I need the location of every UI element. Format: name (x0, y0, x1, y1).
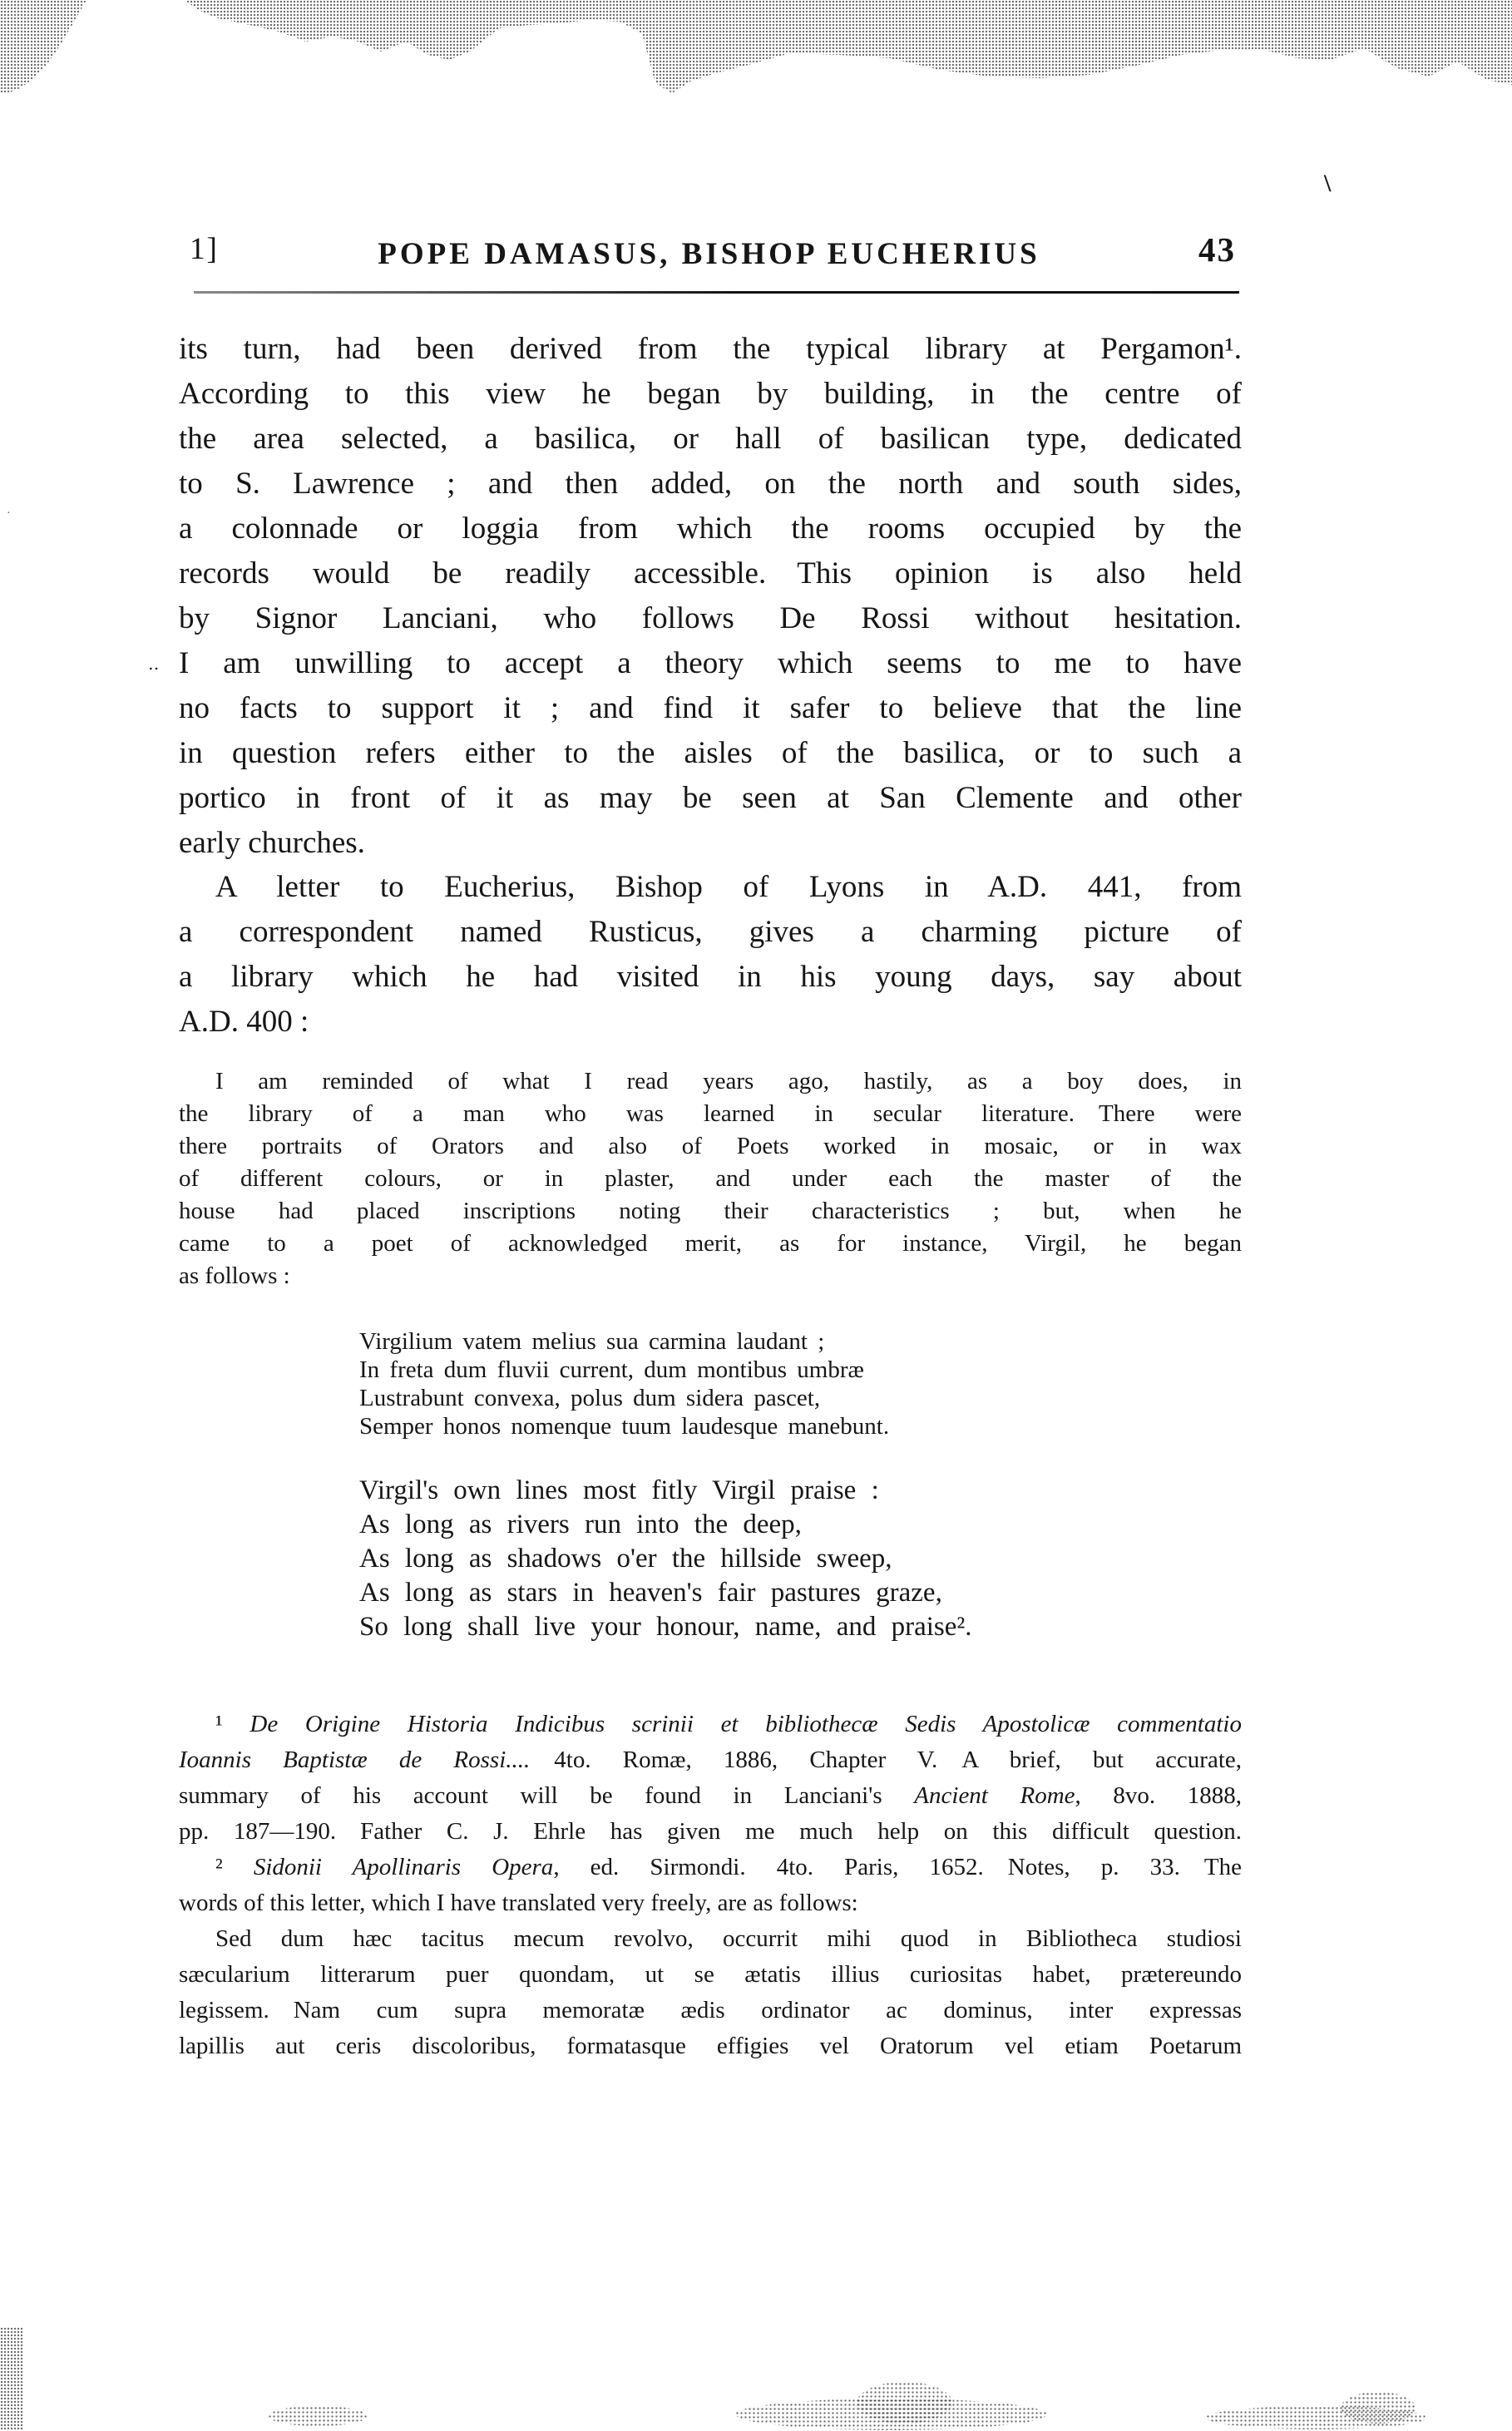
text-segment: pp. 187—190. Father C. J. Ehrle has given me much help on this difficult question. (179, 1818, 1242, 1845)
text-line (179, 1000, 1242, 1045)
text-segment: the area selected, a basilica, or hall of basilican type, dedicated (179, 422, 1242, 456)
text-segment: ¹ (215, 1711, 250, 1737)
text-line (179, 1885, 1242, 1921)
text-line (179, 1814, 1242, 1850)
text-segment: lapillis aut ceris discoloribus, formatasque effigies vel Oratorum vel etiam Poetarum (179, 2033, 1242, 2059)
text-segment: According to this view he began by building, in the centre of (179, 377, 1242, 411)
text-line (179, 1195, 1242, 1228)
text-line (179, 1850, 1242, 1885)
scan-artifact-mark: ‥ (148, 655, 157, 674)
text-segment: I am reminded of what I read years ago, hastily, as a boy does, in (215, 1068, 1242, 1094)
text-line (179, 372, 1242, 417)
text-line (179, 1260, 1242, 1292)
text-line (179, 1098, 1242, 1130)
text-line (359, 1327, 1191, 1356)
text-line (359, 1474, 1274, 1508)
latin-verse (359, 1327, 1191, 1440)
text-segment: house had placed inscriptions noting their characteristics ; but, when he (179, 1198, 1242, 1224)
signature-mark: 1] (190, 232, 219, 266)
italic-text: Ancient Rome (914, 1782, 1075, 1809)
text-line (179, 1065, 1242, 1098)
text-line (179, 551, 1242, 596)
text-segment: as follows : (179, 1262, 290, 1289)
text-line (179, 686, 1242, 731)
text-segment: Semper honos nomenque tuum laudesque manebunt. (359, 1413, 890, 1440)
text-segment: I am unwilling to accept a theory which seems to me to have (179, 646, 1242, 680)
text-segment: As long as stars in heaven's fair pastures graze, (359, 1578, 942, 1608)
text-line (179, 417, 1242, 462)
text-line (179, 462, 1242, 506)
scan-smudge (1341, 2392, 1416, 2424)
footnote-latin-quotation (179, 1921, 1242, 2064)
text-line (359, 1576, 1274, 1610)
text-segment: no facts to support it ; and find it safer to believe that the line (179, 691, 1242, 725)
text-line (179, 2028, 1242, 2064)
text-segment: Virgil's own lines most fitly Virgil praise : (359, 1475, 879, 1505)
text-line (179, 1778, 1242, 1814)
text-line (179, 910, 1242, 955)
text-line (359, 1610, 1274, 1644)
text-line (359, 1508, 1274, 1542)
text-segment: by Signor Lanciani, who follows De Rossi without hesitation. (179, 601, 1242, 635)
text-segment: legissem. Nam cum supra memoratæ ædis ordinator ac dominus, inter expressas (179, 1997, 1242, 2023)
text-line (179, 1957, 1242, 1993)
footnote-1 (179, 1707, 1242, 1850)
text-segment: a correspondent named Rusticus, gives a charming picture of (179, 915, 1242, 949)
text-segment: early churches. (179, 826, 365, 860)
text-segment: Sed dum hæc tacitus mecum revolvo, occurrit mihi quod in Bibliotheca studiosi (215, 1925, 1242, 1952)
text-segment: ² (215, 1854, 254, 1880)
text-segment: records would be readily accessible. This opinion is also held (179, 556, 1242, 590)
text-line (179, 1163, 1242, 1195)
text-line (179, 1130, 1242, 1163)
text-segment: In freta dum fluvii current, dum montibus umbræ (359, 1356, 864, 1383)
block-quotation (179, 1065, 1242, 1292)
text-line (359, 1356, 1191, 1384)
text-segment: Virgilium vatem melius sua carmina laudant ; (359, 1328, 825, 1355)
text-segment: As long as rivers run into the deep, (359, 1509, 802, 1539)
text-line (359, 1542, 1274, 1576)
text-segment: in question refers either to the aisles of the basilica, or to such a (179, 736, 1242, 770)
scan-artifact-top-band (0, 0, 1512, 98)
italic-text: Ioannis Baptistæ de Rossi.... (179, 1747, 531, 1773)
text-line (179, 955, 1242, 1000)
footnote-2 (179, 1850, 1242, 1921)
text-segment: of different colours, or in plaster, and under each the master of the (179, 1165, 1242, 1192)
text-segment: As long as shadows o'er the hillside sweep, (359, 1544, 892, 1574)
text-segment: So long shall live your honour, name, and praise². (359, 1612, 972, 1642)
paragraph-main-1 (179, 327, 1242, 866)
text-segment: A letter to Eucherius, Bishop of Lyons in A.D. 441, from (215, 870, 1242, 904)
text-segment: , 8vo. 1888, (1075, 1782, 1242, 1809)
text-segment: A.D. 400 : (179, 1005, 309, 1039)
text-line (179, 821, 1242, 866)
text-line (179, 1228, 1242, 1260)
paragraph-main-2 (179, 865, 1242, 1045)
text-line (179, 596, 1242, 641)
text-line (179, 506, 1242, 551)
text-segment: a library which he had visited in his young days, say about (179, 960, 1242, 994)
text-segment: the library of a man who was learned in secular literature. There were (179, 1100, 1242, 1127)
text-line (359, 1384, 1191, 1412)
header-rule (194, 291, 1239, 294)
text-line (179, 865, 1242, 910)
text-segment: to S. Lawrence ; and then added, on the north and south sides, (179, 467, 1242, 501)
text-segment: sæcularium litterarum puer quondam, ut se ætatis illius curiositas habet, prætereundo (179, 1961, 1242, 1988)
text-segment: its turn, had been derived from the typical library at Pergamon¹. (179, 332, 1242, 366)
text-line (179, 641, 1242, 686)
scan-artifact-top-left-strip (0, 0, 90, 93)
scan-smudge (268, 2406, 368, 2426)
text-segment: there portraits of Orators and also of Poets worked in mosaic, or in wax (179, 1133, 1242, 1159)
page-number: 43 (1198, 230, 1236, 269)
english-verse (359, 1474, 1274, 1644)
italic-text: De Origine Historia Indicibus scrinii et bibliothecæ Sedis Apostolicæ commentatio (250, 1711, 1242, 1737)
text-line (179, 327, 1242, 372)
text-segment: portico in front of it as may be seen at San Clemente and other (179, 781, 1242, 815)
text-segment: summary of his account will be found in Lanciani's (179, 1782, 915, 1809)
text-line (179, 776, 1242, 821)
scan-artifact-bottom-left-strip (0, 2327, 23, 2431)
scan-smudge (857, 2382, 952, 2424)
running-head-title: POPE DAMASUS, BISHOP EUCHERIUS (378, 237, 1040, 271)
text-line (179, 1707, 1242, 1742)
text-line (359, 1412, 1191, 1440)
text-segment: came to a poet of acknowledged merit, as for instance, Virgil, he began (179, 1230, 1242, 1257)
text-line (179, 1742, 1242, 1778)
text-segment: 4to. Romæ, 1886, Chapter V. A brief, but accurate, (530, 1747, 1242, 1773)
text-segment: words of this letter, which I have translated very freely, are as follows: (179, 1890, 858, 1916)
text-segment: , ed. Sirmondi. 4to. Paris, 1652. Notes, p. 33. The (553, 1854, 1242, 1880)
text-line (179, 731, 1242, 776)
text-segment: a colonnade or loggia from which the rooms occupied by the (179, 511, 1242, 546)
italic-text: Sidonii Apollinaris Opera (253, 1854, 554, 1880)
text-segment: Lustrabunt convexa, polus dum sidera pascet, (359, 1385, 821, 1411)
scan-artifact-mark: \ (1324, 170, 1332, 197)
scan-artifact-mark: · (7, 507, 11, 520)
text-line (179, 1993, 1242, 2028)
text-line (179, 1921, 1242, 1957)
